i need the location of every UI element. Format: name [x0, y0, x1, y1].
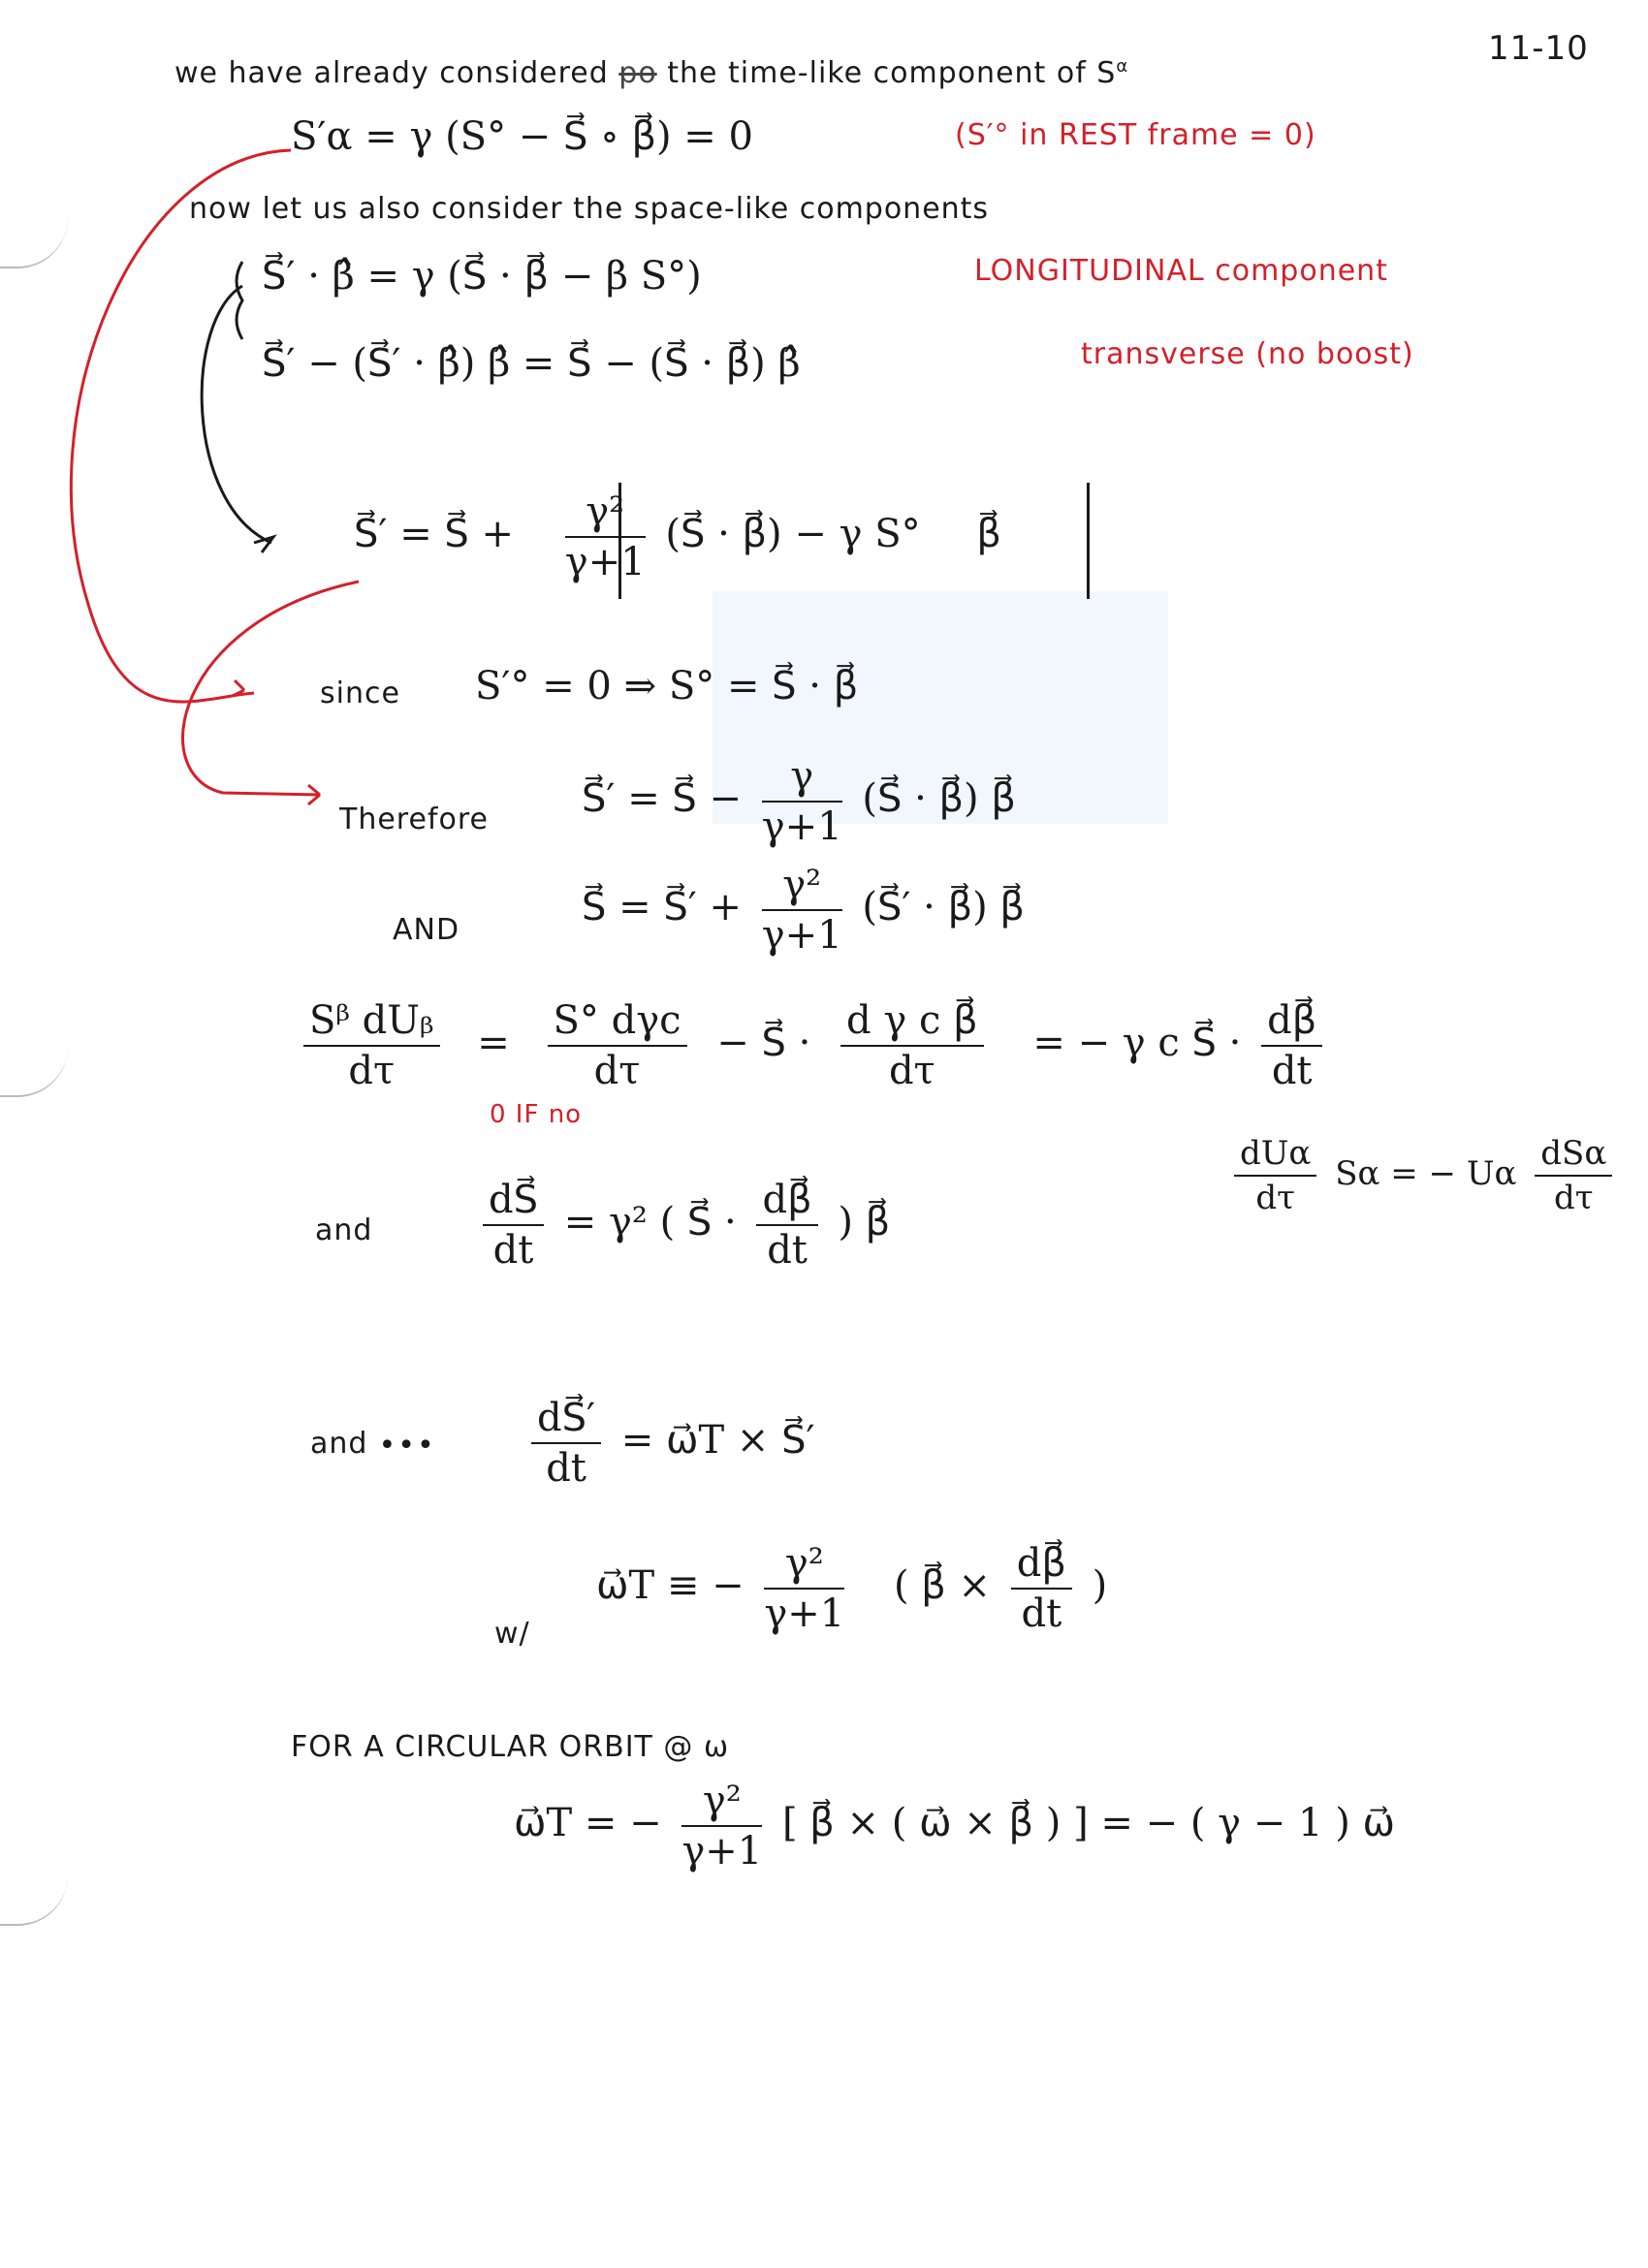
and-tail: (S⃗′ · β⃗) β⃗ — [862, 885, 1025, 929]
omega-inner-frac — [1011, 1541, 1072, 1636]
omega-tail-pre: ( β⃗ × — [893, 1563, 992, 1608]
eq-therefore — [582, 754, 1016, 849]
deriv-mid2-frac — [840, 998, 984, 1093]
intro-text: we have already considered — [174, 56, 609, 90]
eq-combined — [354, 489, 1001, 584]
eq-omega — [596, 1541, 1107, 1636]
omega-tail-post: ) — [1092, 1563, 1108, 1608]
omega-num: γ² — [764, 1541, 844, 1590]
therefore-lhs: S⃗′ = S⃗ − — [582, 776, 743, 821]
and-num: γ² — [762, 863, 842, 911]
omega-inner-den: dt — [1021, 1591, 1062, 1636]
and2-num: dS⃗ — [483, 1178, 544, 1226]
intro-line — [174, 56, 1128, 90]
page-number: 11-10 — [1488, 29, 1589, 68]
deriv-mid-num: S° dγc — [548, 998, 687, 1047]
and-lhs: S⃗ = S⃗′ + — [582, 885, 743, 929]
deriv-rhs-pre: = − γ c S⃗ · — [1032, 1021, 1242, 1065]
and3-num: dS⃗′ — [531, 1396, 601, 1444]
rest-frame-note: (S′° in REST frame = 0) — [955, 118, 1316, 152]
eq-transverse: S⃗′ − (S⃗′ · β̂) β̂ = S⃗ − (S⃗ · β⃗) β̂ — [262, 341, 801, 386]
omega-frac — [764, 1541, 844, 1636]
combined-tail: (S⃗ · β⃗) − γ S° — [665, 512, 921, 556]
combined-num: γ² — [565, 489, 646, 538]
if-no-note: 0 IF no — [490, 1100, 583, 1129]
and2-label: and — [315, 1213, 373, 1247]
side-num2: dSα — [1535, 1134, 1612, 1177]
deriv-mid2-den: dτ — [888, 1049, 935, 1093]
side-den2: dτ — [1554, 1179, 1594, 1217]
side-frac1 — [1234, 1134, 1316, 1217]
and2-inner-num: dβ⃗ — [756, 1178, 817, 1226]
deriv-rhs-frac — [1261, 998, 1322, 1093]
deriv-lhs-den: dτ — [348, 1049, 396, 1093]
red-arrow-to-since — [71, 150, 291, 702]
therefore-num: γ — [762, 754, 842, 803]
combined-lhs: S⃗′ = S⃗ + — [354, 512, 515, 556]
and2-tail: ) β⃗ — [838, 1200, 891, 1244]
deriv-lhs-num: Sᵝ dUᵦ — [303, 998, 440, 1047]
circ-den: γ+1 — [681, 1829, 763, 1874]
therefore-label: Therefore — [339, 803, 489, 836]
and-label: AND — [393, 913, 460, 947]
eq-longitudinal: S⃗′ · β̂ = γ (S⃗ · β⃗ − β S°) — [262, 254, 702, 299]
side-mid: Sα = − Uα — [1335, 1154, 1517, 1193]
eq-derivative: $\frac{\text{Sᵝ dUᵦ}}{d\tau}$ = $\frac{\text{S° dγc}}{d\tau}$ − S⃗ · $\frac{\text{d γ c β⃗}}{d\tau}$ = − γ c S⃗ · $\frac{d\beta⃗}{dt}$ — [296, 998, 1330, 1093]
omega-den: γ+1 — [764, 1591, 845, 1636]
eq-side-note — [1226, 1134, 1620, 1217]
and2-frac — [483, 1178, 544, 1273]
intro-tail: the time-like component of S — [667, 56, 1117, 90]
deriv-mid2-num: d γ c β⃗ — [840, 998, 984, 1047]
omega-lhs: ω⃗T ≡ − — [596, 1563, 745, 1608]
since-label: since — [320, 677, 400, 710]
circ-tail: [ β⃗ × ( ω⃗ × β⃗ ) ] = − ( γ − 1 ) ω⃗ — [781, 1801, 1396, 1845]
circ-lhs: ω⃗T = − — [514, 1801, 662, 1845]
and2-mid: = γ² ( S⃗ · — [563, 1200, 737, 1244]
struck-word: po — [618, 56, 657, 90]
and2-den: dt — [492, 1228, 534, 1273]
eq-time-component: S′α = γ (S° − S⃗ ∘ β⃗) = 0 — [291, 114, 753, 159]
and3-den: dt — [546, 1446, 586, 1491]
and3-rhs: = ω⃗T × S⃗′ — [620, 1418, 815, 1463]
deriv-mid-frac — [548, 998, 687, 1093]
and3-frac — [531, 1396, 601, 1491]
deriv-lhs-frac — [303, 998, 440, 1093]
combined-den: γ+1 — [564, 540, 646, 584]
and-frac — [762, 863, 842, 958]
eq-and3 — [523, 1396, 815, 1491]
deriv-mid-den: dτ — [593, 1049, 641, 1093]
omega-inner-num: dβ⃗ — [1011, 1541, 1072, 1590]
eq-circular — [514, 1779, 1395, 1874]
and2-inner-frac — [756, 1178, 817, 1273]
brace — [237, 262, 242, 339]
longitudinal-note: LONGITUDINAL component — [974, 254, 1388, 288]
eq-since: S′° = 0 ⇒ S° = S⃗ · β⃗ — [475, 664, 859, 709]
circ-num: γ² — [681, 1779, 762, 1827]
deriv-rhs-den: dt — [1271, 1049, 1313, 1093]
therefore-den: γ+1 — [761, 804, 842, 849]
combined-frac — [565, 489, 646, 584]
now-line: now let us also consider the space-like components — [189, 192, 990, 226]
intro-sup: α — [1116, 56, 1129, 77]
with-label: w/ — [494, 1617, 530, 1651]
therefore-tail: (S⃗ · β⃗) β⃗ — [862, 776, 1016, 821]
and2-inner-den: dt — [767, 1228, 808, 1273]
transverse-note: transverse (no boost) — [1081, 337, 1414, 371]
combined-vec: β⃗ — [976, 512, 1001, 556]
black-arrowhead — [254, 537, 273, 552]
side-num1: dUα — [1234, 1134, 1316, 1177]
and-den: γ+1 — [761, 913, 842, 958]
side-den1: dτ — [1255, 1179, 1295, 1217]
eq-and2 — [475, 1178, 890, 1273]
eq-and — [582, 863, 1025, 958]
side-frac2 — [1535, 1134, 1612, 1217]
and3-label: and ∙∙∙ — [310, 1427, 436, 1461]
circular-orbit-label: FOR A CIRCULAR ORBIT @ ω — [291, 1730, 730, 1764]
circ-frac — [681, 1779, 762, 1874]
therefore-frac — [762, 754, 842, 849]
deriv-rhs-num: dβ⃗ — [1261, 998, 1322, 1047]
